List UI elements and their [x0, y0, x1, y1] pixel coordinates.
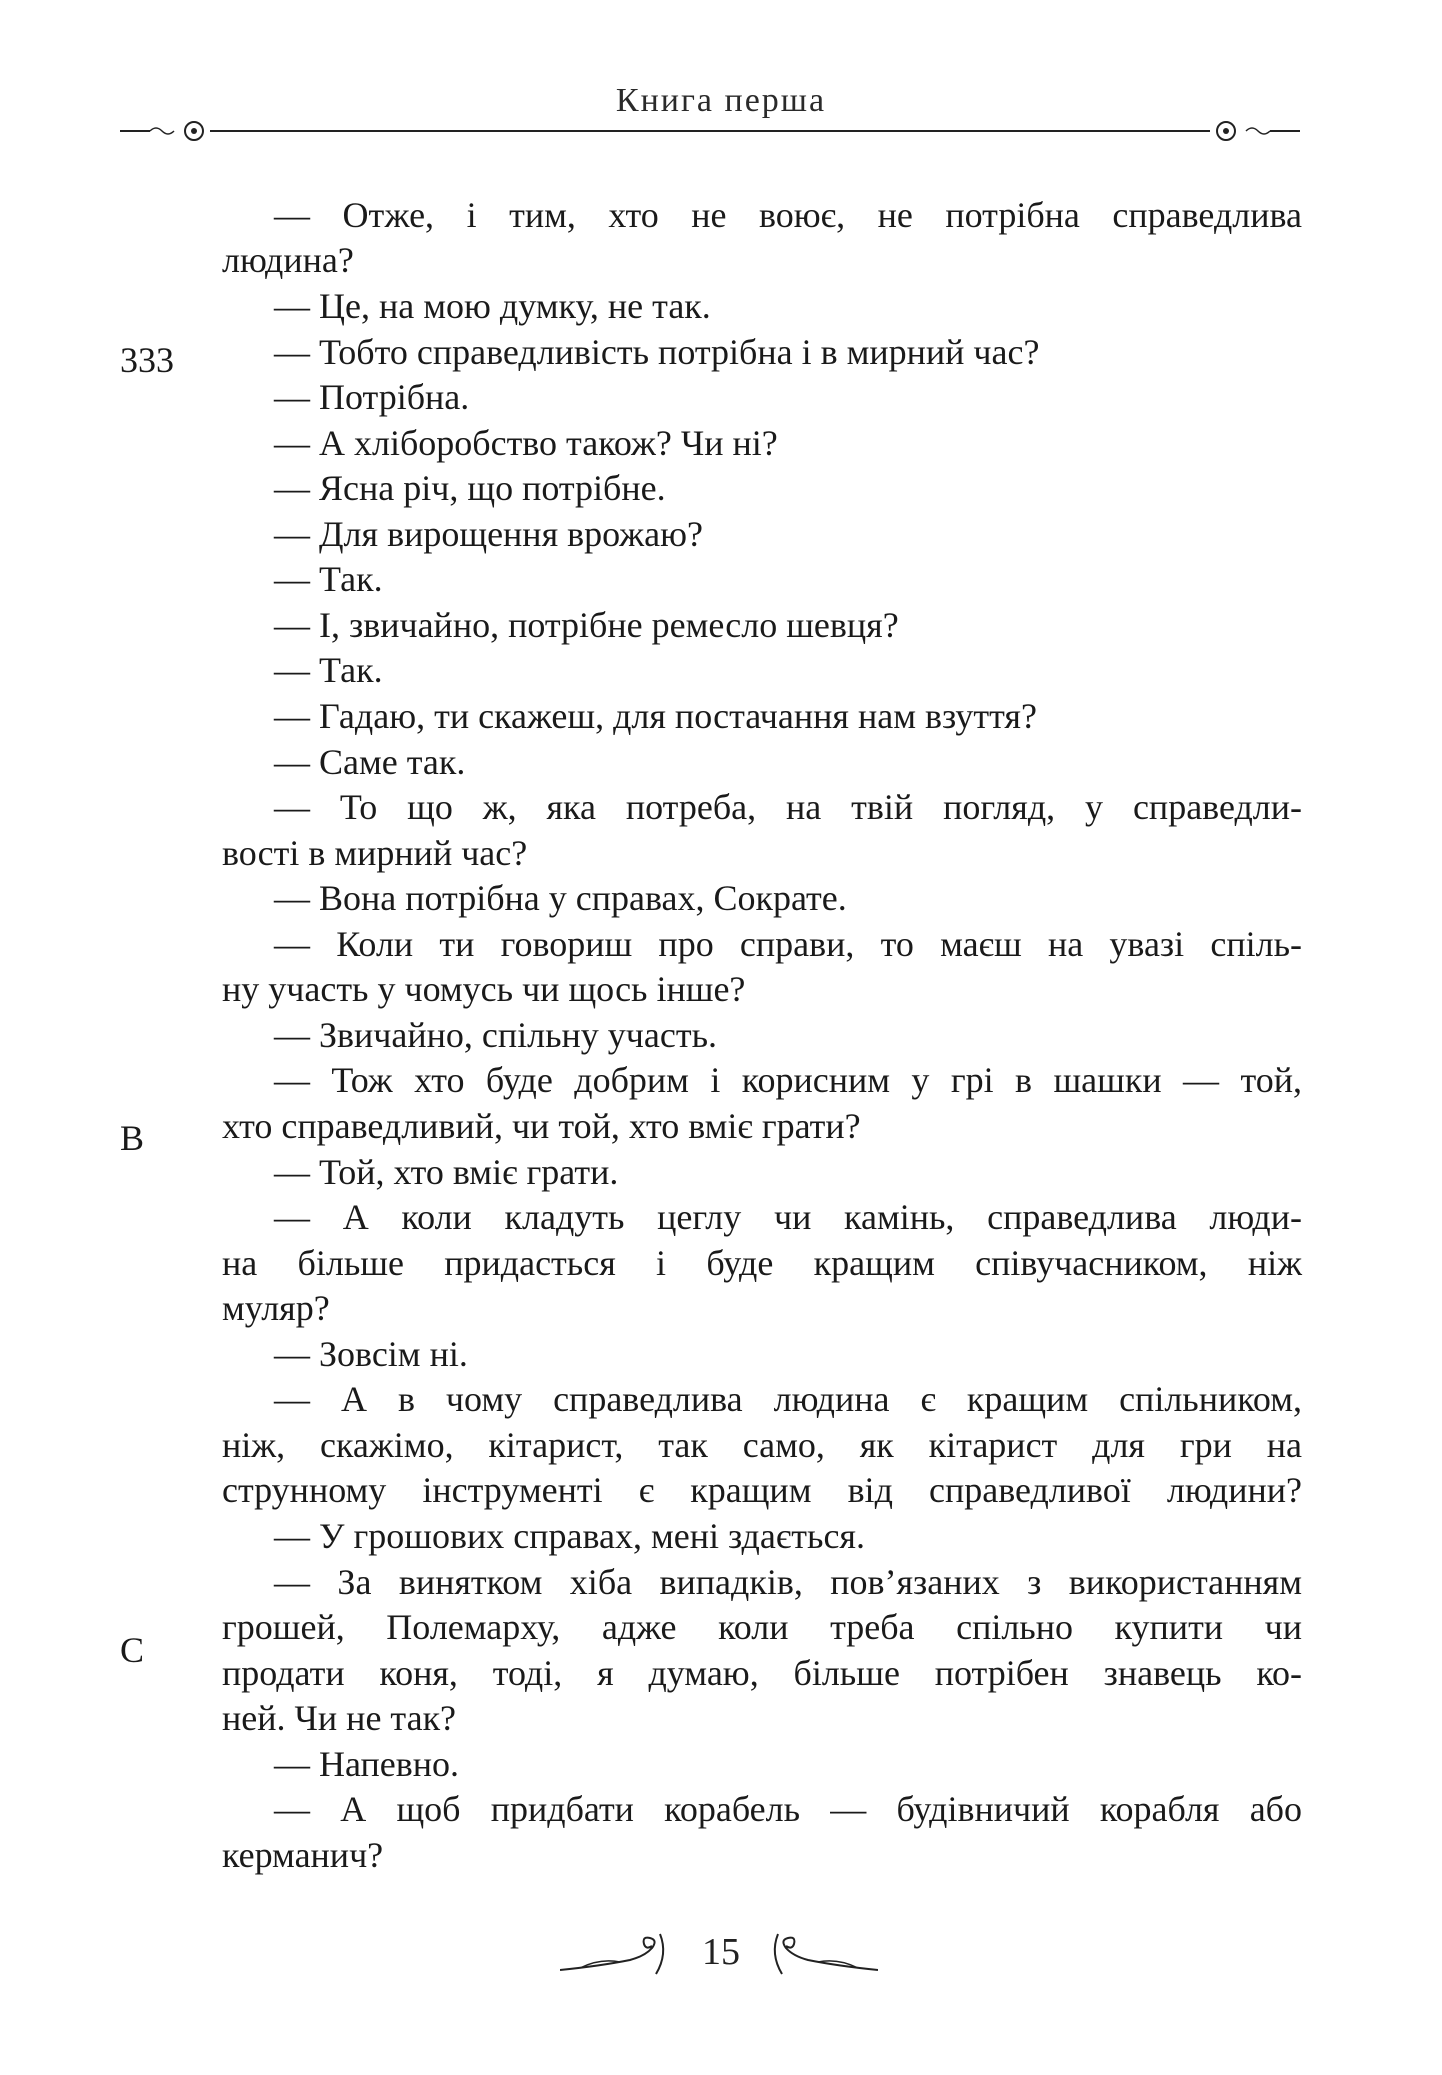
text-line: хто справедливий, чи той, хто вміє грати?	[222, 1106, 861, 1146]
page-number: 15	[702, 1931, 740, 1973]
text-line: ну участь у чомусь чи щось інше?	[222, 969, 746, 1009]
text-line: — А щоб придбати корабель — будівничий корабля або	[274, 1789, 1302, 1829]
stephanus-marker-333: 333	[120, 340, 174, 380]
text-line: — А коли кладуть цеглу чи камінь, справедлива люди-	[274, 1197, 1302, 1237]
text-line: — Вона потрібна у справах, Сократе.	[274, 878, 847, 918]
text-line: — Тобто справедливість потрібна і в мирний час?	[274, 332, 1040, 372]
stephanus-marker-c: C	[120, 1630, 145, 1670]
text-line: — Для вирощення врожаю?	[274, 514, 703, 554]
text-line: на більше придасться і буде кращим співучасником, ніж	[222, 1243, 1302, 1283]
text-line: — Той, хто вміє грати.	[274, 1152, 619, 1192]
text-line: — Так.	[274, 559, 383, 599]
text-line: людина?	[222, 240, 354, 280]
text-line: — Коли ти говориш про справи, то маєш на увазі спіль-	[274, 924, 1302, 964]
text-line: — То що ж, яка потреба, на твій погляд, у справедли-	[274, 787, 1302, 827]
text-line: — Ясна річ, що потрібне.	[274, 468, 666, 508]
text-line: струнному інструменті є кращим від справедливої людини?	[222, 1470, 1302, 1510]
text-line: — Зовсім ні.	[274, 1334, 468, 1374]
text-line: грошей, Полемарху, адже коли треба спільно купити чи	[222, 1607, 1302, 1647]
text-line: — Потрібна.	[274, 377, 470, 417]
text-line: — Тож хто буде добрим і корисним у грі в шашки — той,	[274, 1060, 1302, 1100]
text-line: — Напевно.	[274, 1744, 460, 1784]
text-line: — І, звичайно, потрібне ремесло шевця?	[274, 605, 899, 645]
text-line: вості в мирний час?	[222, 833, 528, 873]
text-line: — А хліборобство також? Чи ні?	[274, 423, 778, 463]
header-ornament-rule	[120, 116, 1300, 146]
text-line: — У грошових справах, мені здається.	[274, 1516, 865, 1556]
text-line: ней. Чи не так?	[222, 1698, 457, 1738]
text-line: — Звичайно, спільну участь.	[274, 1015, 718, 1055]
text-line: — Отже, і тим, хто не воює, не потрібна справедлива	[274, 195, 1302, 235]
text-line: — Саме так.	[274, 742, 466, 782]
text-line: — Так.	[274, 650, 383, 690]
footer-ornament-right-icon	[768, 1930, 878, 1980]
text-line: продати коня, тоді, я думаю, більше потрібен знавець ко-	[222, 1653, 1302, 1693]
text-line: — Гадаю, ти скажеш, для постачання нам взуття?	[274, 696, 1037, 736]
text-line: — А в чому справедлива людина є кращим спільником,	[274, 1379, 1302, 1419]
stephanus-marker-b: B	[120, 1118, 145, 1158]
running-title: Книга перша	[615, 82, 827, 119]
text-line: — За винятком хіба випадків, пов’язаних з використанням	[274, 1562, 1302, 1602]
text-line: — Це, на мою думку, не так.	[274, 286, 711, 326]
text-line: муляр?	[222, 1288, 330, 1328]
text-line: керманич?	[222, 1835, 384, 1875]
text-line: ніж, скажімо, кітарист, так само, як кітарист для гри на	[222, 1425, 1302, 1465]
